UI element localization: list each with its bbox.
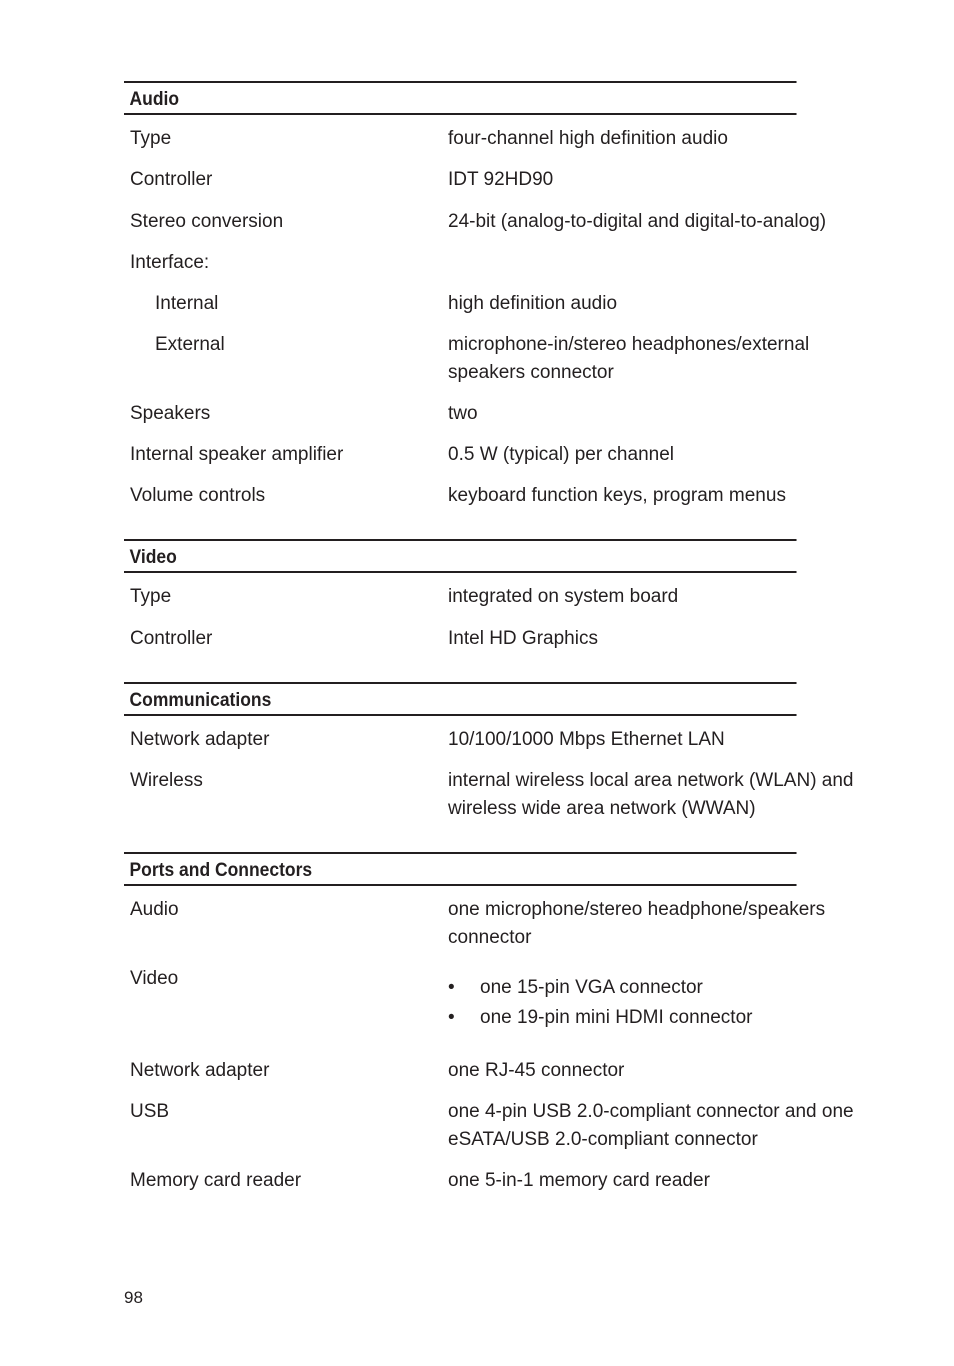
section-heading: Audio: [124, 81, 797, 115]
spec-label: Controller: [130, 628, 213, 649]
spec-value: two: [448, 403, 478, 424]
spec-value: 0.5 W (typical) per channel: [448, 444, 674, 465]
spec-value: one microphone/stereo headphone/speakers connector: [448, 899, 826, 948]
spec-label: Video: [130, 968, 179, 989]
list-item-text: one 15-pin VGA connector: [480, 977, 703, 998]
spec-value: 24-bit (analog-to-digital and digital-to-analog): [448, 211, 827, 232]
spec-value: Intel HD Graphics: [448, 628, 598, 649]
communications-section: [124, 682, 855, 716]
spec-label: Wireless: [130, 770, 203, 791]
spec-label: Speakers: [130, 403, 211, 424]
spec-label: Network adapter: [130, 1060, 270, 1081]
spec-label: Type: [130, 128, 172, 149]
ports-section: [124, 852, 855, 886]
spec-value: four-channel high definition audio: [448, 128, 728, 149]
spec-label: Volume controls: [130, 485, 266, 506]
spec-value: keyboard function keys, program menus: [448, 485, 786, 506]
spec-value: high definition audio: [448, 293, 618, 314]
spec-value: microphone-in/stereo headphones/external speakers connector: [448, 334, 810, 383]
spec-value: one RJ-45 connector: [448, 1060, 625, 1081]
list-item-text: one 19-pin mini HDMI connector: [480, 1007, 753, 1028]
spec-label: External: [155, 334, 225, 355]
spec-label: Internal: [155, 293, 219, 314]
spec-value: integrated on system board: [448, 586, 679, 607]
bullet-icon: •: [448, 977, 455, 998]
section-heading: Communications: [124, 682, 797, 716]
bullet-icon: •: [448, 1007, 455, 1028]
spec-label: Type: [130, 586, 172, 607]
spec-value: internal wireless local area network (WLAN) and wireless wide area network (WWAN): [448, 770, 854, 819]
spec-label: USB: [130, 1101, 170, 1122]
video-section: [124, 539, 855, 573]
spec-label: Interface:: [130, 252, 210, 273]
spec-label: Stereo conversion: [130, 211, 284, 232]
spec-label: Internal speaker amplifier: [130, 444, 344, 465]
page-number: 98: [124, 1288, 143, 1307]
section-heading: Ports and Connectors: [124, 852, 797, 886]
spec-value: one 4-pin USB 2.0-compliant connector and one eSATA/USB 2.0-compliant connector: [448, 1101, 854, 1150]
section-heading: Video: [124, 539, 797, 573]
spec-label: Memory card reader: [130, 1170, 302, 1191]
spec-value: IDT 92HD90: [448, 169, 554, 190]
spec-label: Audio: [130, 899, 179, 920]
spec-label: Controller: [130, 169, 213, 190]
list-item: [448, 1003, 856, 1033]
spec-value-list: [448, 973, 856, 1033]
spec-value: 10/100/1000 Mbps Ethernet LAN: [448, 729, 725, 750]
spec-value: one 5-in-1 memory card reader: [448, 1170, 710, 1191]
list-item: [448, 973, 856, 1003]
spec-label: Network adapter: [130, 729, 270, 750]
audio-section: [124, 81, 855, 115]
